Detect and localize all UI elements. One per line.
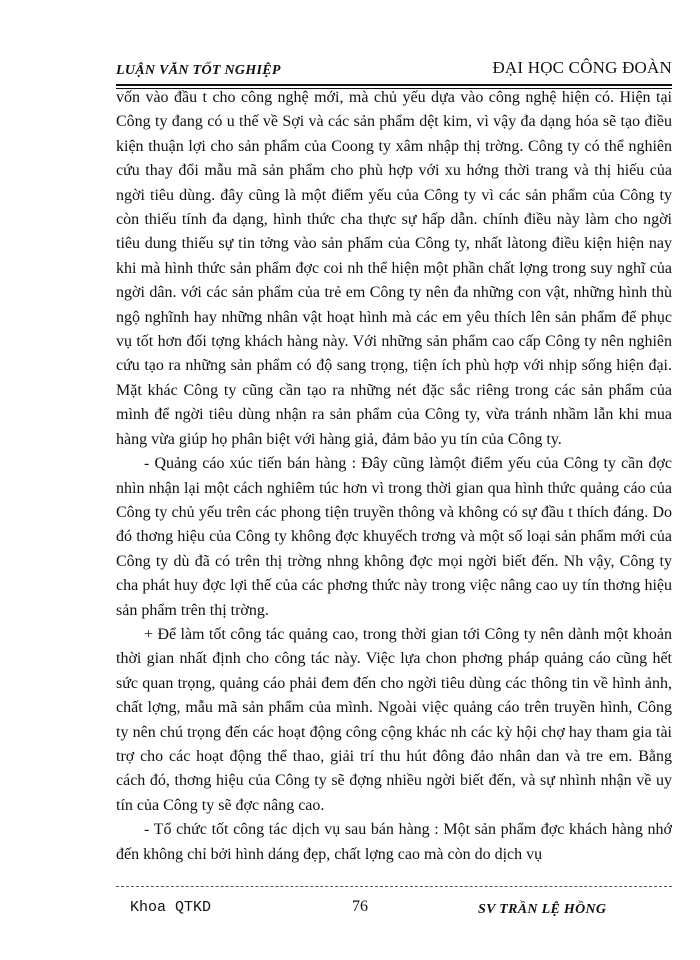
paragraph-after-sales-service: - Tổ chức tốt công tác dịch vụ sau bán hàng : Một sản phẩm đợc khách hàng nhớ đến không chỉ bởi hình dáng đẹp, chất lợng cao mà còn do dịch vụ <box>116 821 672 863</box>
page-number: 76 <box>352 898 368 915</box>
paragraph-continuation: vốn vào đầu t cho công nghệ mới, mà chủ yếu dựa vào công nghệ hiện có. Hiện tại Công ty đang có u thế về Sợi và các sản phẩm dệt kim, vì vậy đa dạng hóa sẽ tạo điều kiện thuận lợi cho sản phẩm của Coong ty xâm nhập thị trờng. Công ty có thể nghiên cứu thay đổi mẫu mã sản phẩm cho phù hợp với xu hớng thời trang và thị hiếu của ngời tiêu dùng. đây cũng là một điểm yếu của Công ty vì các sản phẩm của Công ty còn thiếu tính đa dạng, hình thức cha thực sự hấp dẫn. chính điều này làm cho ngời tiêu dung thiếu sự tin tởng vào sản phẩm của Công ty, nhất làtong điều kiện hiện nay khi mà hình thức sản phẩm đợc coi nh thể hiện một phần chất lợng trong suy nghĩ của ngời dân. với các sản phẩm của trẻ em Công ty nên đa những con vật, những hình thù ngộ nghĩnh hay những nhân vật hoạt hình mà các em yêu thích lên sản phẩm để phục vụ tốt hơn đối tợng khách hàng này. Với những sản phẩm cao cấp Công ty nên nghiên cứu tạo ra những sản phẩm có độ sang trọng, tiện ích phù hợp với nhịp sống hiện đại. Mặt khác Công ty cũng cần tạo ra những nét đặc sắc riêng trong các sản phẩm của mình để ngời tiêu dùng nhận ra sản phẩm của Công ty, vừa tránh nhầm lẫn khi mua hàng vừa giúp họ phân biệt với hàng giả, đảm bảo yu tín của Công ty. <box>116 89 672 448</box>
thesis-label: LUẬN VĂN TỐT NGHIỆP <box>116 63 281 78</box>
paragraph-advertising: - Quảng cáo xúc tiến bán hàng : Đây cũng làmột điểm yếu của Công ty cần đợc nhìn nhận lại một cách nghiêm túc hơn vì trong thời gian qua hình thức quảng cáo của Công ty chủ yếu trên các phong tiện truyền thông và không có sự đầu t thích đáng. Do đó thơng hiệu của Công ty không đợc khuyếch trơng và một số loại sản phẩm mới của Công ty dù đã có trên thị trờng nhng không đợc mọi ngời biết đến. Nh vậy, Công ty cha phát huy đợc lợi thế của các phơng thức này trong việc nâng cao uy tín thơng hiệu sản phẩm trên thị trờng. <box>116 455 672 619</box>
footer-divider <box>116 886 672 887</box>
university-name: ĐẠI HỌC CÔNG ĐOÀN <box>492 58 672 77</box>
document-body <box>116 86 672 867</box>
page-header <box>116 54 672 84</box>
paragraph-advertising-solution: + Để làm tốt công tác quảng cao, trong thời gian tới Công ty nên dành một khoản thời gian nhất định cho công tác này. Việc lựa chon phơng pháp quảng cáo cũng hết sức quan trọng, quảng cáo phải đem đến cho ngời tiêu dùng các thông tin về hình ảnh, chất lợng, mẫu mã sản phẩm của mình. Ngoài việc quảng cáo trên truyền hình, Công ty nên chú trọng đến các hoạt động công cộng khác nh các kỳ hội chợ hay tham gia tài trợ cho các hoạt động thể thao, giải trí thu hút đông đảo nhân dan và tre em. Bằng cách đó, thơng hiệu của Công ty sẽ đợng nhiều ngời biết đến, và sự nhình nhận về uy tín của Công ty sẽ đợc nâng cao. <box>116 625 672 814</box>
faculty-label: Khoa QTKD <box>130 899 212 916</box>
student-name: SV TRẦN LỆ HỒNG <box>478 902 607 917</box>
